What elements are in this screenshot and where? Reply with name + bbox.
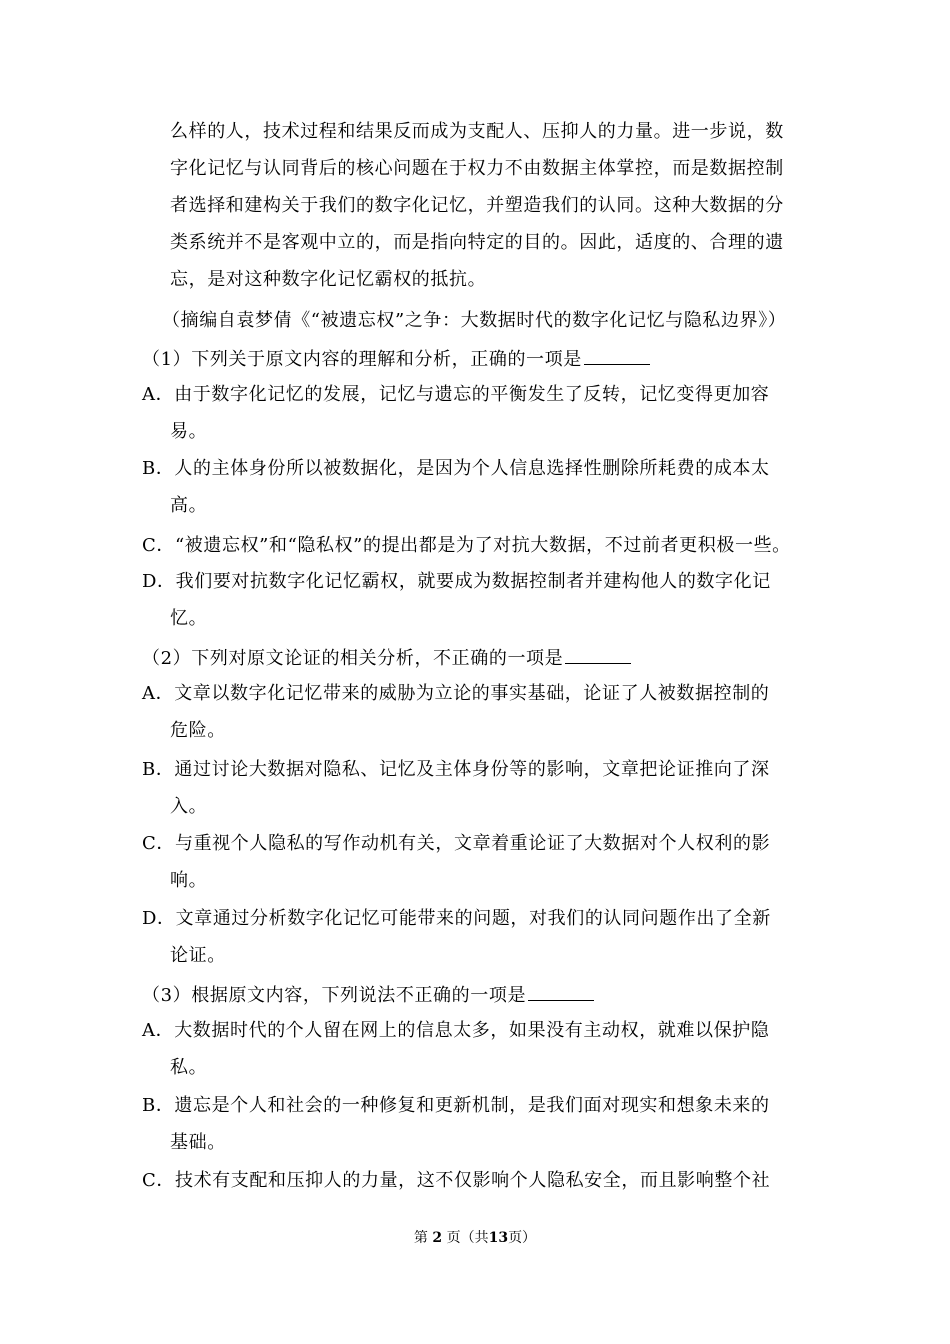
question-2-option-a-cont: 危险。 [170,720,226,741]
footer-suffix: 页） [508,1230,537,1246]
answer-blank [528,982,594,1001]
passage-line: 么样的人，技术过程和结果反而成为支配人、压抑人的力量。进一步说，数 [170,121,784,142]
question-2-stem [142,645,631,671]
question-1-option-d: D．我们要对抗数字化记忆霸权，就要成为数据控制者并建构他人的数字化记 [142,571,771,592]
passage-line: 字化记忆与认同背后的核心问题在于权力不由数据主体掌控，而是数据控制 [170,158,784,179]
question-2-option-a: A．文章以数字化记忆带来的威胁为立论的事实基础，论证了人被数据控制的 [142,683,770,704]
page-footer [0,1228,950,1248]
footer-prefix: 第 [413,1230,428,1246]
question-1-stem [142,346,650,372]
answer-blank [565,645,631,664]
total-pages: 13 [488,1230,509,1246]
question-2-text: （2）下列对原文论证的相关分析，不正确的一项是 [142,648,564,669]
question-3-option-c: C．技术有支配和压抑人的力量，这不仅影响个人隐私安全，而且影响整个社 [142,1170,771,1191]
question-3-stem [142,982,594,1008]
question-3-text: （3）根据原文内容，下列说法不正确的一项是 [142,985,527,1006]
question-2-option-b-cont: 入。 [170,796,208,817]
question-1-option-d-cont: 忆。 [170,608,208,629]
passage-line: 忘，是对这种数字化记忆霸权的抵抗。 [170,269,487,290]
question-1-option-a: A．由于数字化记忆的发展，记忆与遗忘的平衡发生了反转，记忆变得更加容 [142,384,770,405]
question-1-text: （1）下列关于原文内容的理解和分析，正确的一项是 [142,349,582,370]
question-1-option-b: B．人的主体身份所以被数据化，是因为个人信息选择性删除所耗费的成本太 [142,458,770,479]
passage-line: 者选择和建构关于我们的数字化记忆，并塑造我们的认同。这种大数据的分 [170,195,784,216]
answer-blank [584,346,650,365]
source-citation: （摘编自袁梦倩《“被遗忘权”之争：大数据时代的数字化记忆与隐私边界》） [162,310,787,331]
question-2-option-c-cont: 响。 [170,870,208,891]
footer-middle: 页（共 [446,1230,489,1246]
question-1-option-b-cont: 高。 [170,495,208,516]
question-1-option-c: C．“被遗忘权”和“隐私权”的提出都是为了对抗大数据，不过前者更积极一些。 [142,535,791,556]
passage-line: 类系统并不是客观中立的，而是指向特定的目的。因此，适度的、合理的遗 [170,232,784,253]
question-2-option-d-cont: 论证。 [170,945,226,966]
page-number: 2 [432,1230,443,1246]
question-2-option-c: C．与重视个人隐私的写作动机有关，文章着重论证了大数据对个人权利的影 [142,833,771,854]
question-3-option-b-cont: 基础。 [170,1132,226,1153]
question-1-option-a-cont: 易。 [170,421,208,442]
question-2-option-b: B．通过讨论大数据对隐私、记忆及主体身份等的影响，文章把论证推向了深 [142,759,770,780]
question-3-option-b: B．遗忘是个人和社会的一种修复和更新机制，是我们面对现实和想象未来的 [142,1095,770,1116]
question-2-option-d: D．文章通过分析数字化记忆可能带来的问题，对我们的认同问题作出了全新 [142,908,771,929]
question-3-option-a-cont: 私。 [170,1057,208,1078]
question-3-option-a: A．大数据时代的个人留在网上的信息太多，如果没有主动权，就难以保护隐 [142,1020,770,1041]
